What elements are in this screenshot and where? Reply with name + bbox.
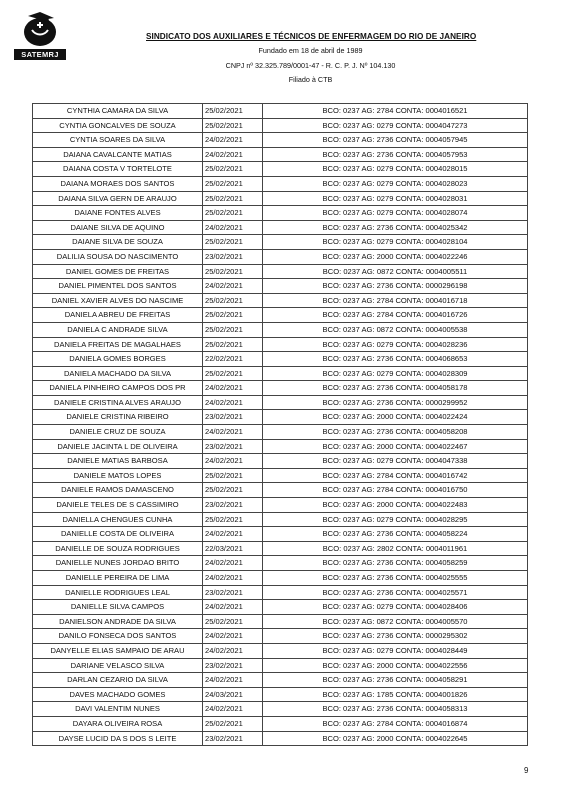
- table-row: [33, 571, 528, 586]
- bank-account: BCO: 0237 AG: 2000 CONTA: 0004022246: [263, 249, 528, 264]
- member-name: DANIELSON ANDRADE DA SILVA: [33, 614, 203, 629]
- member-name: DAVES MACHADO GOMES: [33, 687, 203, 702]
- member-name: DARLAN CEZARIO DA SILVA: [33, 673, 203, 688]
- payment-date: 25/02/2021: [203, 337, 263, 352]
- bank-account: BCO: 0237 AG: 2736 CONTA: 0004058291: [263, 673, 528, 688]
- payment-date: 25/02/2021: [203, 118, 263, 133]
- payment-date: 24/02/2021: [203, 395, 263, 410]
- member-name: DANIELA PINHEIRO CAMPOS DOS PR: [33, 381, 203, 396]
- table-row: [33, 249, 528, 264]
- payment-date: 24/02/2021: [203, 527, 263, 542]
- table-row: [33, 118, 528, 133]
- member-name: DAIANE FONTES ALVES: [33, 206, 203, 221]
- payment-date: 24/02/2021: [203, 556, 263, 571]
- payment-date: 25/02/2021: [203, 191, 263, 206]
- member-name: DAVI VALENTIM NUNES: [33, 702, 203, 717]
- bank-account: BCO: 0237 AG: 0279 CONTA: 0004047273: [263, 118, 528, 133]
- member-table-body: [33, 104, 528, 746]
- bank-account: BCO: 0237 AG: 0279 CONTA: 0004028074: [263, 206, 528, 221]
- member-name: DANIELA FREITAS DE MAGALHAES: [33, 337, 203, 352]
- member-name: CYNTIA GONCALVES DE SOUZA: [33, 118, 203, 133]
- table-row: [33, 614, 528, 629]
- bank-account: BCO: 0237 AG: 2736 CONTA: 0004057945: [263, 133, 528, 148]
- bank-account: BCO: 0237 AG: 0279 CONTA: 0004028023: [263, 176, 528, 191]
- member-name: DANIEL XAVIER ALVES DO NASCIME: [33, 293, 203, 308]
- bank-account: BCO: 0237 AG: 2736 CONTA: 0004025555: [263, 571, 528, 586]
- table-row: [33, 322, 528, 337]
- table-row: [33, 512, 528, 527]
- table-row: [33, 352, 528, 367]
- bank-account: BCO: 0237 AG: 2736 CONTA: 0004025571: [263, 585, 528, 600]
- member-name: DANIELE MATOS LOPES: [33, 468, 203, 483]
- table-row: [33, 381, 528, 396]
- member-name: DANIELE MATIAS BARBOSA: [33, 454, 203, 469]
- bank-account: BCO: 0237 AG: 2784 CONTA: 0004016874: [263, 716, 528, 731]
- payment-date: 24/02/2021: [203, 454, 263, 469]
- bank-account: BCO: 0237 AG: 2784 CONTA: 0004016718: [263, 293, 528, 308]
- payment-date: 23/02/2021: [203, 731, 263, 746]
- bank-account: BCO: 0237 AG: 2736 CONTA: 0004058313: [263, 702, 528, 717]
- member-name: DANIELLA CHENGUES CUNHA: [33, 512, 203, 527]
- table-row: [33, 600, 528, 615]
- table-row: [33, 687, 528, 702]
- member-name: DANIELE RAMOS DAMASCENO: [33, 483, 203, 498]
- table-row: [33, 176, 528, 191]
- table-row: [33, 264, 528, 279]
- bank-account: BCO: 0237 AG: 0279 CONTA: 0004028015: [263, 162, 528, 177]
- bank-account: BCO: 0237 AG: 0279 CONTA: 0004028236: [263, 337, 528, 352]
- member-name: DANIELE CRISTINA ALVES ARAUJO: [33, 395, 203, 410]
- table-row: [33, 133, 528, 148]
- member-name: DANILO FONSECA DOS SANTOS: [33, 629, 203, 644]
- table-row: [33, 673, 528, 688]
- table-row: [33, 410, 528, 425]
- table-row: [33, 279, 528, 294]
- table-row: [33, 191, 528, 206]
- member-name: DAIANA COSTA V TORTELOTE: [33, 162, 203, 177]
- table-row: [33, 439, 528, 454]
- member-name: DANIELLE NUNES JORDAO BRITO: [33, 556, 203, 571]
- table-row: [33, 483, 528, 498]
- table-row: [33, 702, 528, 717]
- member-name: CYNTIA SOARES DA SILVA: [33, 133, 203, 148]
- member-name: DANIELE CRUZ DE SOUZA: [33, 425, 203, 440]
- bank-account: BCO: 0237 AG: 0279 CONTA: 0004028295: [263, 512, 528, 527]
- member-name: DAIANA MORAES DOS SANTOS: [33, 176, 203, 191]
- bank-account: BCO: 0237 AG: 0279 CONTA: 0004047338: [263, 454, 528, 469]
- table-row: [33, 541, 528, 556]
- payment-date: 24/02/2021: [203, 643, 263, 658]
- payment-date: 25/02/2021: [203, 716, 263, 731]
- bank-account: BCO: 0237 AG: 2784 CONTA: 0004016750: [263, 483, 528, 498]
- payment-date: 25/02/2021: [203, 293, 263, 308]
- payment-date: 25/02/2021: [203, 264, 263, 279]
- payment-date: 24/02/2021: [203, 133, 263, 148]
- logo-label: SATEMRJ: [14, 49, 66, 60]
- payment-date: 25/02/2021: [203, 308, 263, 323]
- bank-account: BCO: 0237 AG: 2736 CONTA: 0000295302: [263, 629, 528, 644]
- member-name: DANIELLE DE SOUZA RODRIGUES: [33, 541, 203, 556]
- bank-account: BCO: 0237 AG: 0279 CONTA: 0004028309: [263, 366, 528, 381]
- member-table: [32, 103, 528, 746]
- payment-date: 24/02/2021: [203, 571, 263, 586]
- member-name: CYNTHIA CAMARA DA SILVA: [33, 104, 203, 119]
- payment-date: 23/02/2021: [203, 410, 263, 425]
- member-name: DANIELLE PEREIRA DE LIMA: [33, 571, 203, 586]
- affiliation-line: Filiado à CTB: [288, 75, 333, 84]
- payment-date: 23/02/2021: [203, 249, 263, 264]
- bank-account: BCO: 0237 AG: 2000 CONTA: 0004022556: [263, 658, 528, 673]
- table-row: [33, 147, 528, 162]
- payment-date: 25/02/2021: [203, 614, 263, 629]
- payment-date: 25/02/2021: [203, 483, 263, 498]
- payment-date: 25/02/2021: [203, 468, 263, 483]
- payment-date: 23/02/2021: [203, 498, 263, 513]
- member-name: DANIEL PIMENTEL DOS SANTOS: [33, 279, 203, 294]
- member-name: DARIANE VELASCO SILVA: [33, 658, 203, 673]
- member-name: DANIELLE RODRIGUES LEAL: [33, 585, 203, 600]
- table-row: [33, 585, 528, 600]
- bank-account: BCO: 0237 AG: 2784 CONTA: 0004016742: [263, 468, 528, 483]
- payment-date: 22/03/2021: [203, 541, 263, 556]
- payment-date: 25/02/2021: [203, 235, 263, 250]
- bank-account: BCO: 0237 AG: 2802 CONTA: 0004011961: [263, 541, 528, 556]
- member-name: DANIEL GOMES DE FREITAS: [33, 264, 203, 279]
- bank-account: BCO: 0237 AG: 0872 CONTA: 0004005538: [263, 322, 528, 337]
- payment-date: 25/02/2021: [203, 366, 263, 381]
- member-name: DANIELA ABREU DE FREITAS: [33, 308, 203, 323]
- payment-date: 22/02/2021: [203, 352, 263, 367]
- payment-date: 23/02/2021: [203, 658, 263, 673]
- table-row: [33, 206, 528, 221]
- bank-account: BCO: 0237 AG: 2736 CONTA: 0000299952: [263, 395, 528, 410]
- table-row: [33, 658, 528, 673]
- bank-account: BCO: 0237 AG: 2736 CONTA: 0004058178: [263, 381, 528, 396]
- bank-account: BCO: 0237 AG: 2784 CONTA: 0004016521: [263, 104, 528, 119]
- member-name: DANIELLE COSTA DE OLIVEIRA: [33, 527, 203, 542]
- table-row: [33, 629, 528, 644]
- member-name: DALILIA SOUSA DO NASCIMENTO: [33, 249, 203, 264]
- nurse-emblem-icon: [20, 10, 60, 48]
- bank-account: BCO: 0237 AG: 2736 CONTA: 0000296198: [263, 279, 528, 294]
- payment-date: 24/02/2021: [203, 279, 263, 294]
- bank-account: BCO: 0237 AG: 0872 CONTA: 0004005570: [263, 614, 528, 629]
- table-row: [33, 366, 528, 381]
- table-row: [33, 498, 528, 513]
- member-name: DANIELLE SILVA CAMPOS: [33, 600, 203, 615]
- bank-account: BCO: 0237 AG: 2736 CONTA: 0004058208: [263, 425, 528, 440]
- payment-date: 24/02/2021: [203, 425, 263, 440]
- bank-account: BCO: 0237 AG: 2000 CONTA: 0004022467: [263, 439, 528, 454]
- bank-account: BCO: 0237 AG: 2736 CONTA: 0004058224: [263, 527, 528, 542]
- bank-account: BCO: 0237 AG: 2736 CONTA: 0004025342: [263, 220, 528, 235]
- table-row: [33, 293, 528, 308]
- member-name: DANIELE TELES DE S CASSIMIRO: [33, 498, 203, 513]
- member-name: DANIELA C ANDRADE SILVA: [33, 322, 203, 337]
- member-name: DAIANA SILVA GERN DE ARAUJO: [33, 191, 203, 206]
- payment-date: 25/02/2021: [203, 176, 263, 191]
- page-number: 9: [524, 766, 529, 775]
- member-name: DAYARA OLIVEIRA ROSA: [33, 716, 203, 731]
- payment-date: 24/02/2021: [203, 220, 263, 235]
- bank-account: BCO: 0237 AG: 0279 CONTA: 0004028406: [263, 600, 528, 615]
- payment-date: 24/02/2021: [203, 629, 263, 644]
- table-row: [33, 395, 528, 410]
- member-name: DANIELE JACINTA L DE OLIVEIRA: [33, 439, 203, 454]
- payment-date: 24/02/2021: [203, 600, 263, 615]
- bank-account: BCO: 0237 AG: 2784 CONTA: 0004016726: [263, 308, 528, 323]
- table-row: [33, 468, 528, 483]
- payment-date: 24/02/2021: [203, 702, 263, 717]
- member-name: DAIANA CAVALCANTE MATIAS: [33, 147, 203, 162]
- payment-date: 23/02/2021: [203, 439, 263, 454]
- payment-date: 24/03/2021: [203, 687, 263, 702]
- table-row: [33, 337, 528, 352]
- founded-line: Fundado em 18 de abril de 1989: [258, 46, 363, 55]
- table-row: [33, 527, 528, 542]
- bank-account: BCO: 0237 AG: 0872 CONTA: 0004005511: [263, 264, 528, 279]
- payment-date: 25/02/2021: [203, 322, 263, 337]
- bank-account: BCO: 0237 AG: 2736 CONTA: 0004068653: [263, 352, 528, 367]
- member-name: DANIELA MACHADO DA SILVA: [33, 366, 203, 381]
- registration-line: CNPJ nº 32.325.789/0001-47 - R. C. P. J. Nº 104.130: [225, 61, 396, 70]
- bank-account: BCO: 0237 AG: 2736 CONTA: 0004057953: [263, 147, 528, 162]
- payment-date: 24/02/2021: [203, 673, 263, 688]
- bank-account: BCO: 0237 AG: 2000 CONTA: 0004022483: [263, 498, 528, 513]
- payment-date: 24/02/2021: [203, 381, 263, 396]
- bank-account: BCO: 0237 AG: 0279 CONTA: 0004028031: [263, 191, 528, 206]
- payment-date: 25/02/2021: [203, 206, 263, 221]
- table-row: [33, 716, 528, 731]
- bank-account: BCO: 0237 AG: 2736 CONTA: 0004058259: [263, 556, 528, 571]
- table-row: [33, 731, 528, 746]
- member-name: DANYELLE ELIAS SAMPAIO DE ARAU: [33, 643, 203, 658]
- member-name: DANIELE CRISTINA RIBEIRO: [33, 410, 203, 425]
- bank-account: BCO: 0237 AG: 2000 CONTA: 0004022645: [263, 731, 528, 746]
- member-name: DAYSE LUCID DA S DOS S LEITE: [33, 731, 203, 746]
- table-row: [33, 162, 528, 177]
- table-row: [33, 425, 528, 440]
- payment-date: 25/02/2021: [203, 512, 263, 527]
- payment-date: 23/02/2021: [203, 585, 263, 600]
- table-row: [33, 308, 528, 323]
- member-name: DANIELA GOMES BORGES: [33, 352, 203, 367]
- payment-date: 25/02/2021: [203, 162, 263, 177]
- table-row: [33, 235, 528, 250]
- bank-account: BCO: 0237 AG: 0279 CONTA: 0004028449: [263, 643, 528, 658]
- table-row: [33, 220, 528, 235]
- table-row: [33, 454, 528, 469]
- table-row: [33, 556, 528, 571]
- organization-title: SINDICATO DOS AUXILIARES E TÉCNICOS DE ENFERMAGEM DO RIO DE JANEIRO: [146, 32, 477, 41]
- member-name: DAIANE SILVA DE SOUZA: [33, 235, 203, 250]
- bank-account: BCO: 0237 AG: 0279 CONTA: 0004028104: [263, 235, 528, 250]
- payment-date: 24/02/2021: [203, 147, 263, 162]
- table-row: [33, 104, 528, 119]
- bank-account: BCO: 0237 AG: 2000 CONTA: 0004022424: [263, 410, 528, 425]
- bank-account: BCO: 0237 AG: 1785 CONTA: 0004001826: [263, 687, 528, 702]
- table-row: [33, 643, 528, 658]
- payment-date: 25/02/2021: [203, 104, 263, 119]
- member-name: DAIANE SILVA DE AQUINO: [33, 220, 203, 235]
